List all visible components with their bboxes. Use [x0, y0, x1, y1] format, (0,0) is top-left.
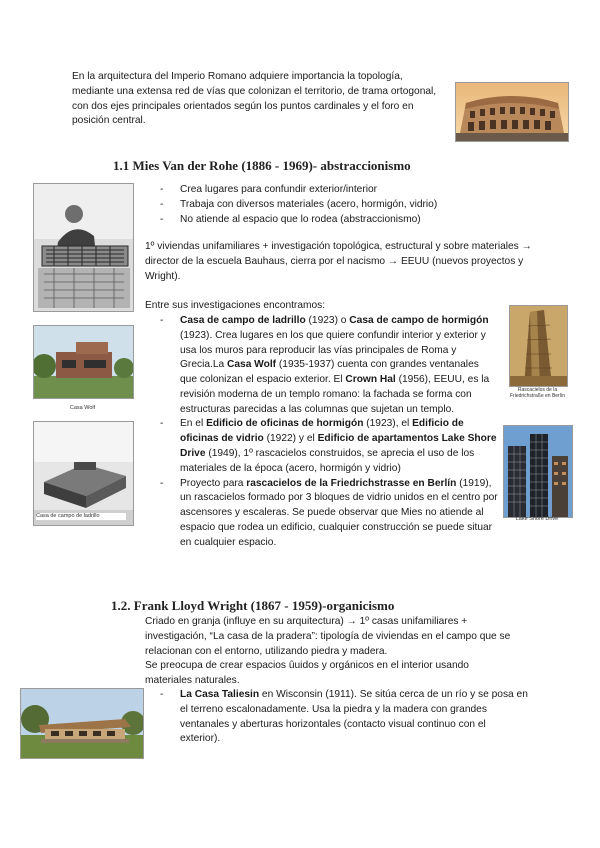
lake-shore-drive-image	[503, 425, 573, 518]
casa-campo-ladrillo-image	[33, 421, 134, 526]
casa-taliesin-image	[20, 688, 144, 759]
wright-works-list	[160, 688, 528, 747]
caption-casa-wolf: Casa Wolf	[69, 405, 96, 411]
mies-works-list	[160, 314, 498, 551]
friedrichstrasse-image	[509, 305, 568, 387]
colosseum-image	[455, 82, 569, 142]
mies-paragraph-investigations: Entre sus investigaciones encontramos:	[145, 300, 326, 311]
mies-bullet-list	[160, 183, 460, 227]
list-item: - No atiende al espacio que lo rodea (abstraccionismo)	[160, 213, 460, 228]
list-item: - Trabaja con diversos materiales (acero, hormigón, vidrio)	[160, 198, 460, 213]
caption-friedrichstrasse: Rascacielos de la Friedrichstraße en Berlín	[509, 387, 566, 399]
mies-portrait-image	[33, 183, 134, 312]
mies-paragraph-bauhaus: 1º viviendas unifamiliares + investigación topológica, estructural y sobre materiales → director de la escuela Bauhaus, cierra por el nacismo → EEUU (nuevos proyectos y Wright).	[145, 241, 532, 282]
intro-paragraph: En la arquitectura del Imperio Romano adquiere importancia la topología, mediante una extensa red de vías que colonizan el territorio, de trama ortogonal, con dos ejes principales orientados según los puntos cardinales y el foro en posición central.	[72, 71, 437, 127]
section-heading-mies: 1.1 Mies Van der Rohe (1886 - 1969)- abstraccionismo	[113, 158, 411, 173]
wright-paragraph-granja: Criado en granja (influye en su arquitectura) → 1º casas unifamiliares + investigación, “La casa de la pradera”: tipología de viviendas en el campo que se relacionan con el entorno, utilizando piedra y madera.	[145, 616, 511, 657]
section-heading-wright: 1.2. Frank Lloyd Wright (1867 - 1959)-organicismo	[111, 598, 395, 613]
wright-paragraph-espacios: Se preocupa de crear espacios ûuidos y orgánicos en el interior usando materiales naturales.	[145, 660, 469, 686]
casa-wolf-image	[33, 325, 134, 399]
list-item: - Crea lugares para confundir exterior/interior	[160, 183, 460, 198]
list-item-friedrichstrasse: - Proyecto para rascacielos de la Friedrichstrasse en Berlín (1919), un rascacielos formado por 3 bloques de vidrio unidos en el centro por ascensores y escaleras. Se puede observar que Mies no atiende al espacio que rodea un edificio, cualquier construcción se puede situar en cualquier espacio.	[160, 477, 498, 551]
caption-campo-ladrillo: Casa de campo de ladrillo	[36, 513, 126, 520]
list-item-taliesin: - La Casa Taliesin en Wisconsin (1911). Se sitúa cerca de un río y se posa en el terreno escalonadamente. Usa la piedra y la madera con grandes ventanales y aberturas horizontales (contacto visual continuo con el exterior).	[160, 688, 528, 747]
list-item-office-buildings: - En el Edificio de oficinas de hormigón (1923), el Edificio de oficinas de vidrio (1922) y el Edificio de apartamentos Lake Shore Drive (1949), 1º rascacielos construidos, se aprecia el uso de los materiales de la época (acero, hormigón y vidrio)	[160, 417, 498, 476]
list-item-brick-house: - Casa de campo de ladrillo (1923) o Casa de campo de hormigón (1923). Crea lugares en los que quiere confundir interior y exterior y usa los muros para reproducir las vías principales de Roma y Grecia.La Casa Wolf (1935-1937) cuenta con grandes ventanales que colonizan el espacio exterior. El Crown Hal (1956), EEUU, es la revisión moderna de un templo romano: la fachada se forma con estructuras parecidas a las columnas que sujetan un templo.	[160, 314, 498, 417]
caption-lake-shore: Lake Shore Drive	[515, 516, 559, 522]
